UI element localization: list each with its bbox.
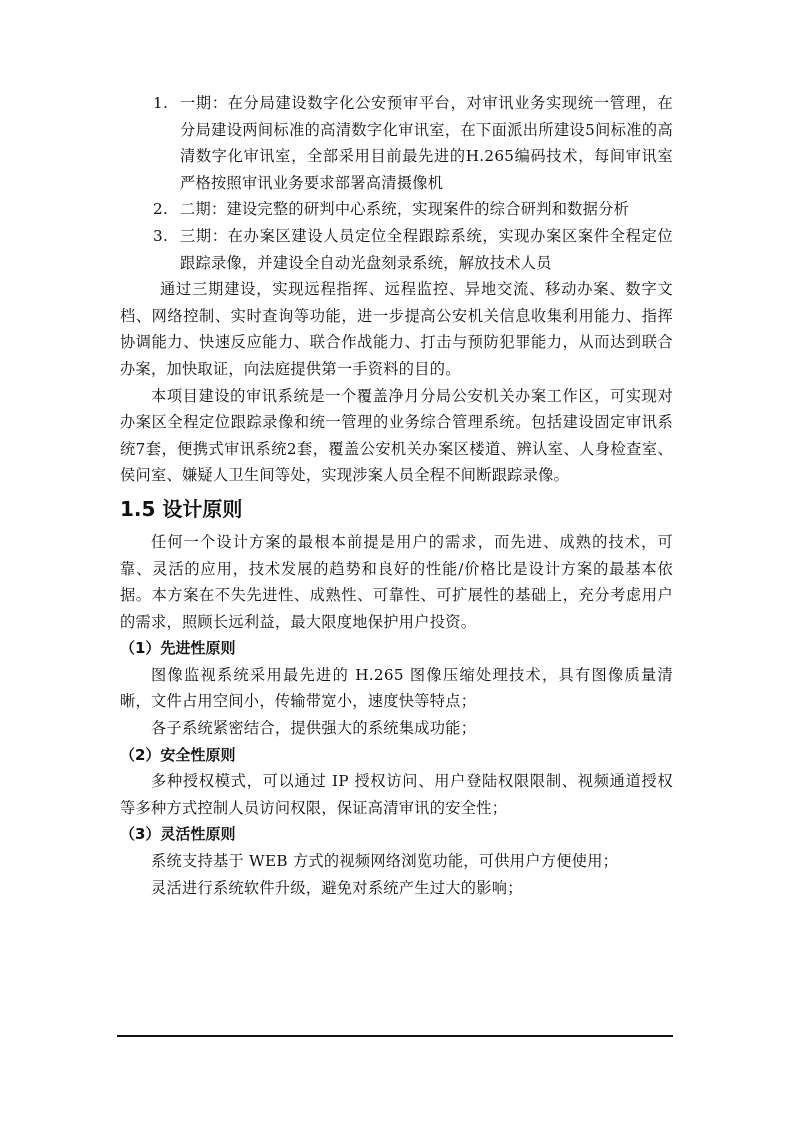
list-text: 二期：建设完整的研判中心系统，实现案件的综合研判和数据分析 bbox=[180, 200, 630, 219]
phase-list bbox=[120, 90, 673, 276]
principle-paragraph: 图像监视系统采用最先进的 H.265 图像压缩处理技术，具有图像质量清晰，文件占用空间小，传输带宽小，速度快等特点； bbox=[120, 665, 673, 711]
principle-heading-advanced: （1）先进性原则 bbox=[120, 639, 236, 658]
principle-paragraph: 灵活进行系统软件升级，避免对系统产生过大的影响； bbox=[151, 878, 523, 897]
principle-paragraph: 多种授权模式，可以通过 IP 授权访问、用户登陆权限限制、视频通道授权等多种方式控制人员访问权限，保证高清审讯的安全性； bbox=[120, 772, 673, 817]
principle-paragraph: 各子系统紧密结合，提供强大的系统集成功能； bbox=[151, 719, 477, 738]
section-heading: 1.5 设计原则 bbox=[120, 496, 243, 521]
footer-divider bbox=[117, 1035, 673, 1037]
list-item bbox=[120, 196, 673, 223]
list-text: 三期：在办案区建设人员定位全程跟踪系统，实现办案区案件全程定位跟踪录像，并建设全自动光盘刻录系统，解放技术人员 bbox=[180, 226, 673, 272]
page-content bbox=[120, 90, 673, 901]
project-paragraph: 本项目建设的审讯系统是一个覆盖净月分局公安机关办案工作区，可实现对办案区全程定位跟踪录像和统一管理的业务综合管理系统。包括建设固定审讯系统7套，便携式审讯系统2套，覆盖公安机关办案区楼道、辨认室、人身检查室、侯问室、嫌疑人卫生间等处，实现涉案人员全程不间断跟踪录像。 bbox=[120, 386, 673, 485]
list-item bbox=[120, 90, 673, 196]
principle-paragraph: 系统支持基于 WEB 方式的视频网络浏览功能，可供用户方便使用； bbox=[151, 852, 619, 871]
principle-heading-flexibility: （3）灵活性原则 bbox=[120, 825, 236, 844]
list-number: 2. bbox=[153, 200, 169, 219]
list-number: 1. bbox=[153, 94, 169, 112]
summary-paragraph: 通过三期建设，实现远程指挥、远程监控、异地交流、移动办案、数字文档、网络控制、实时查询等功能，进一步提高公安机关信息收集利用能力、指挥协调能力、快速反应能力、联合作战能力、打击与预防犯罪能力，从而达到联合办案，加快取证，向法庭提供第一手资料的目的。 bbox=[120, 280, 673, 378]
list-text: 一期：在分局建设数字化公安预审平台，对审讯业务实现统一管理，在分局建设两间标准的高清数字化审讯室，在下面派出所建设5间标准的高清数字化审讯室，全部采用目前最先进的H.265编码技术，每间审讯室严格按照审讯业务要求部署高清摄像机 bbox=[180, 94, 673, 192]
section-intro: 任何一个设计方案的最根本前提是用户的需求，而先进、成熟的技术，可靠、灵活的应用，技术发展的趋势和良好的性能/价格比是设计方案的最基本依据。本方案在不失先进性、成熟性、可靠性、可扩展性的基础上，充分考虑用户的需求，照顾长远利益，最大限度地保护用户投资。 bbox=[120, 532, 673, 631]
list-item bbox=[120, 223, 673, 276]
list-number: 3. bbox=[153, 226, 169, 245]
principle-heading-security: （2）安全性原则 bbox=[120, 745, 236, 764]
